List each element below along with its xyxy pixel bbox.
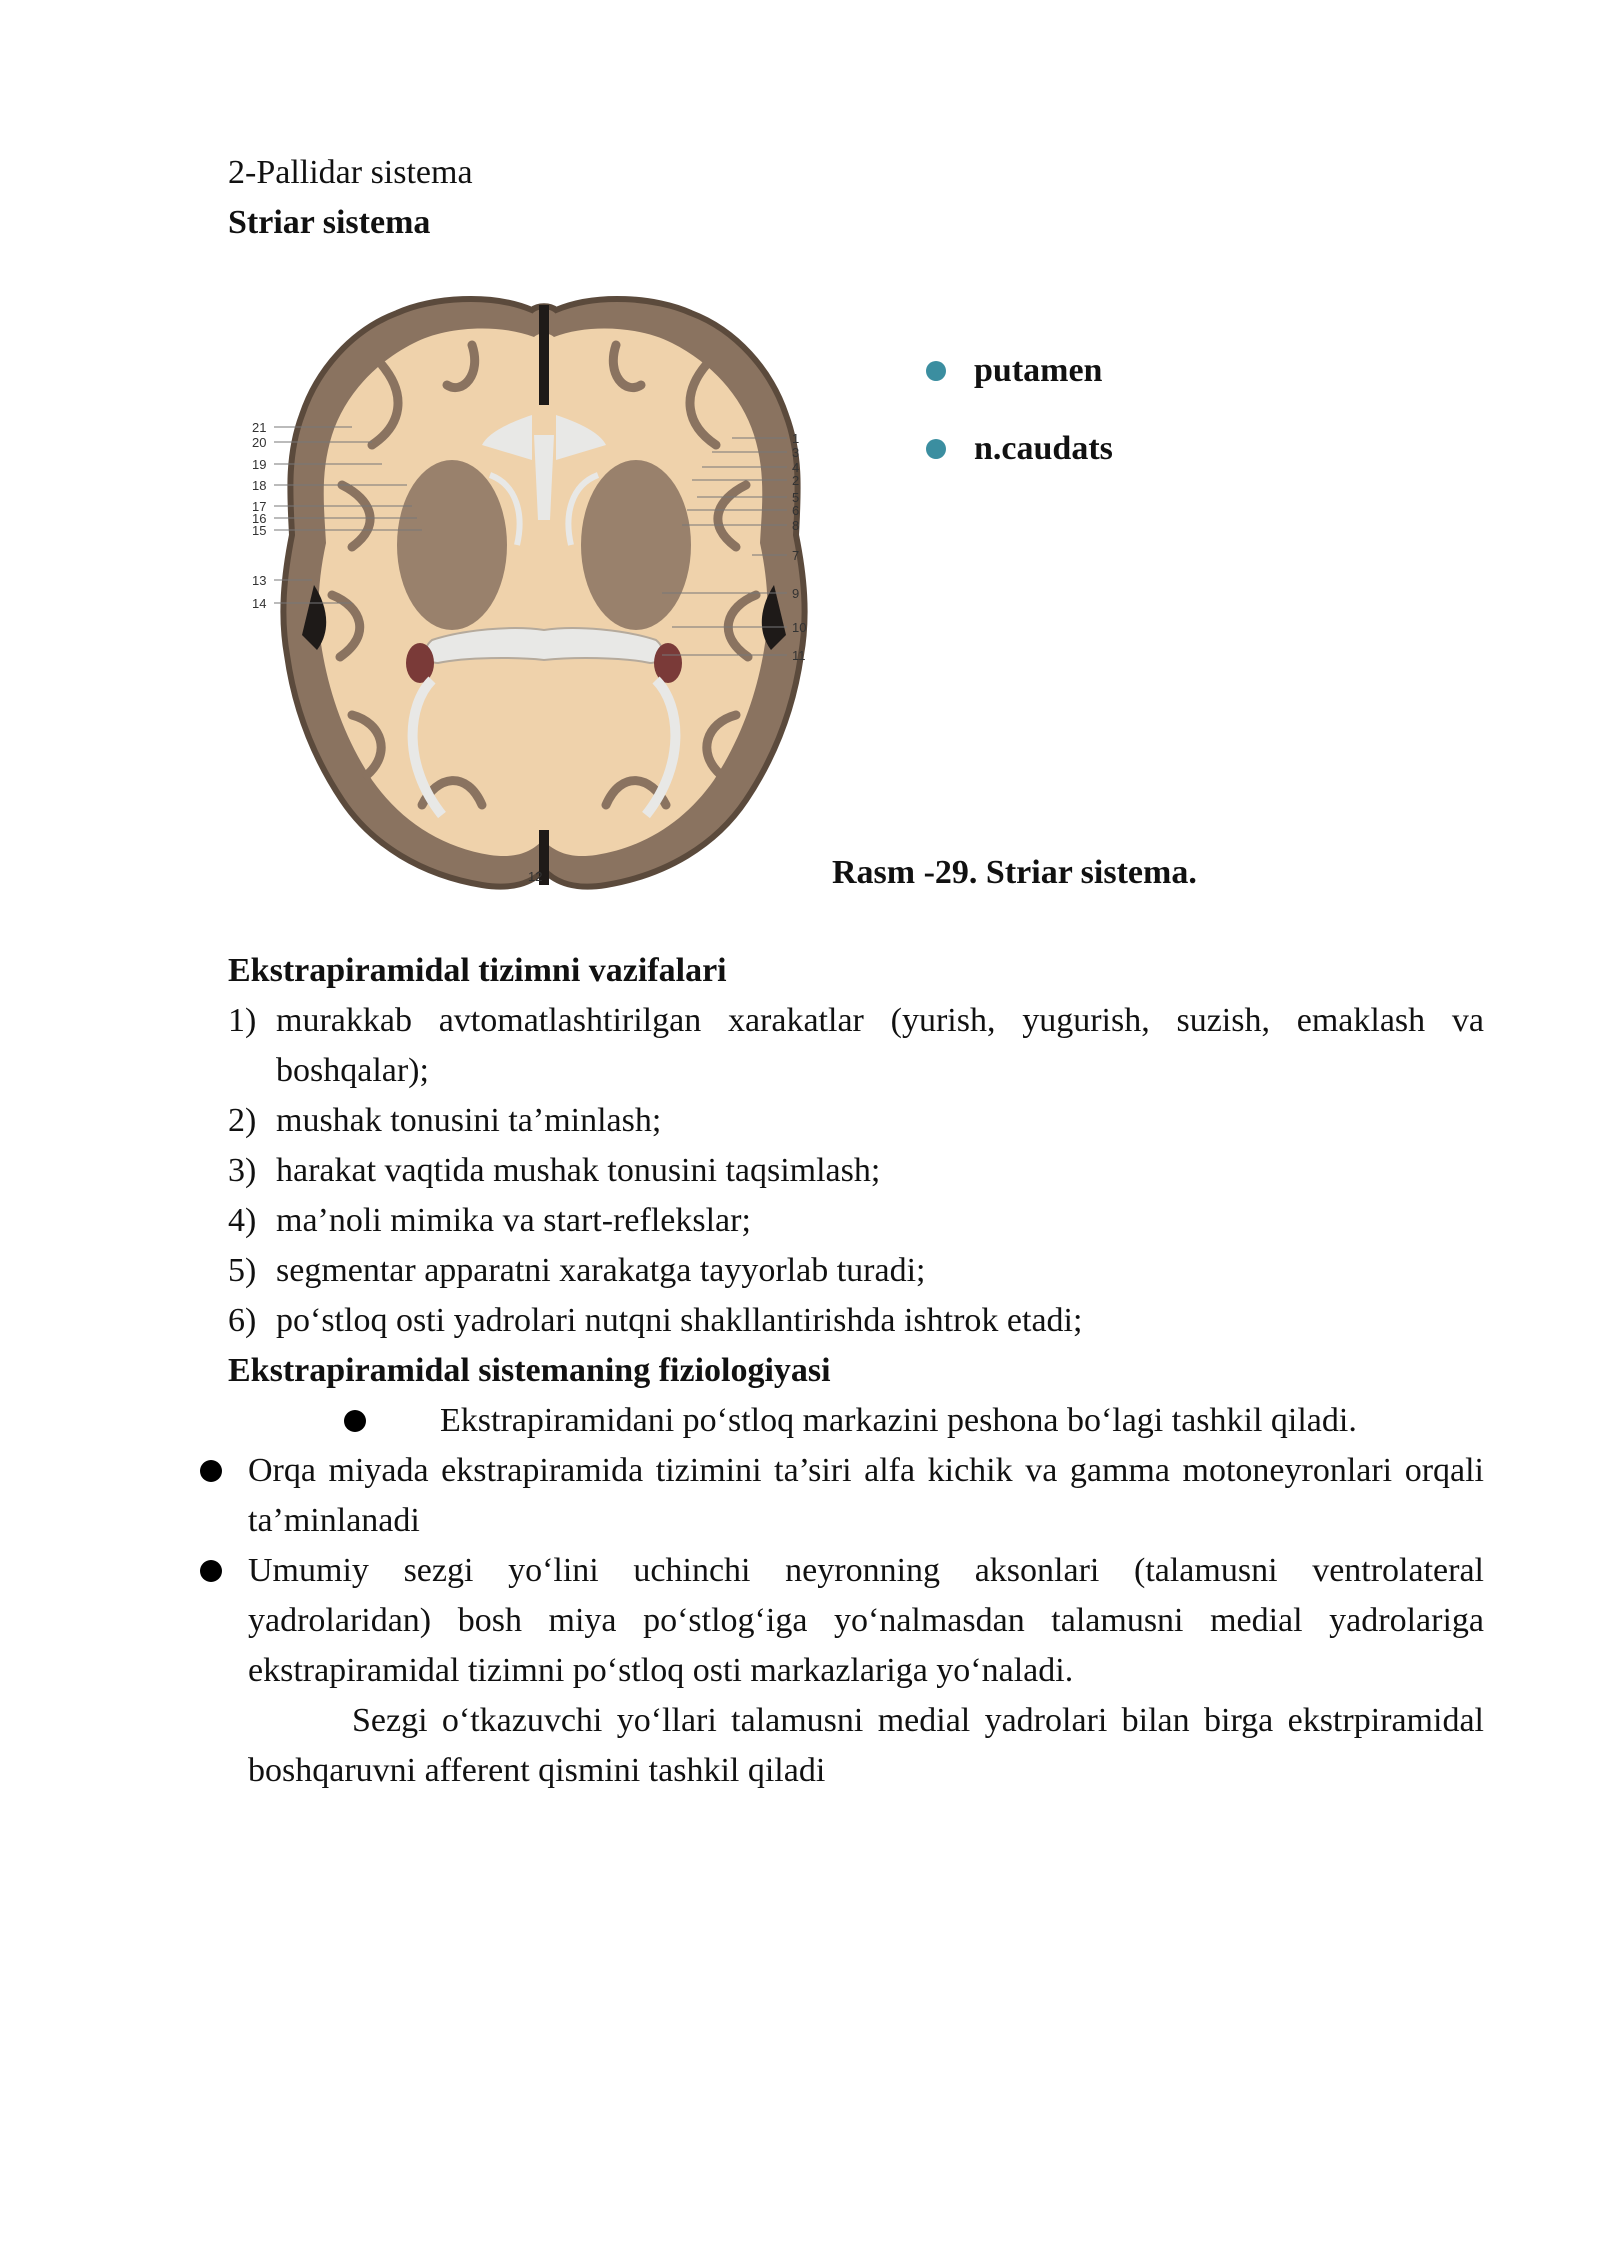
body-paragraph: Sezgi o‘tkazuvchi yo‘llari talamusni medial yadrolari bilan birga ekstrpiramidal boshqaruvni afferent qismini tashkil qiladi — [248, 1702, 1484, 1789]
bullet-icon — [200, 1460, 222, 1482]
list-text: murakkab avtomatlashtirilgan xarakatlar (yurish, yugurish, suzish, emaklash va boshqalar); — [276, 1002, 1484, 1089]
bullet-text: Orqa miyada ekstrapiramida tizimini ta’siri alfa kichik va gamma motoneyronlari orqali ta’minlanadi — [248, 1452, 1484, 1539]
list-number: 3) — [228, 1152, 257, 1189]
figure-label: 2 — [792, 473, 800, 488]
list-item — [228, 1296, 1484, 1346]
section-title-physiology: Ekstrapiramidal sistemaning fiziologiyasi — [228, 1352, 831, 1389]
functions-list — [228, 996, 1484, 1346]
bullet-text: Umumiy sezgi yo‘lini uchinchi neyronning aksonlari (talamusni ventrolateral yadrolaridan) bosh miya po‘stlog‘iga yo‘nalmasdan talamusni medial yadrolariga ekstrapiramidal tizimni po‘stloq osti markazlariga yo‘naladi. — [248, 1552, 1484, 1689]
brain-section-figure — [232, 285, 862, 895]
bullet-item — [200, 1446, 1484, 1546]
figure-label: 19 — [252, 457, 267, 472]
bullet-item — [200, 1546, 1484, 1696]
legend-bullet-icon — [926, 361, 946, 381]
figure-label: 8 — [792, 518, 800, 533]
figure-label: 4 — [792, 460, 800, 475]
legend-label: n.caudats — [974, 430, 1113, 467]
list-item — [228, 996, 1484, 1096]
figure-label: 7 — [792, 548, 800, 563]
figure-label: 20 — [252, 435, 267, 450]
figure-legend — [926, 332, 1113, 488]
figure-label: 12 — [528, 869, 543, 884]
figure-label: 13 — [252, 573, 267, 588]
figure-label: 10 — [792, 620, 807, 635]
figure-label: 15 — [252, 523, 267, 538]
list-text: mushak tonusini ta’minlash; — [276, 1102, 662, 1139]
list-text: ma’noli mimika va start-reflekslar; — [276, 1202, 751, 1239]
list-number: 2) — [228, 1102, 257, 1139]
figure-label: 6 — [792, 503, 800, 518]
list-item — [228, 1146, 1484, 1196]
list-number: 1) — [228, 1002, 257, 1039]
figure-label: 11 — [792, 648, 806, 663]
legend-item — [926, 410, 1113, 488]
legend-bullet-icon — [926, 439, 946, 459]
figure-label: 3 — [792, 445, 800, 460]
heading-pallidar: 2-Pallidar sistema — [228, 154, 473, 191]
bullet-text: Ekstrapiramidani po‘stloq markazini peshona bo‘lagi tashkil qiladi. — [440, 1402, 1357, 1439]
section-title-functions: Ekstrapiramidal tizimni vazifalari — [228, 952, 727, 989]
figure-label: 17 — [252, 499, 267, 514]
figure-label: 21 — [252, 420, 267, 435]
bullet-icon — [344, 1410, 366, 1432]
figure-caption: Rasm -29. Striar sistema. — [832, 854, 1197, 891]
figure-label: 5 — [792, 490, 800, 505]
list-item — [228, 1096, 1484, 1146]
list-number: 6) — [228, 1302, 257, 1339]
figure-label: 14 — [252, 596, 267, 611]
list-item — [228, 1246, 1484, 1296]
legend-label: putamen — [974, 352, 1103, 389]
figure-label: 9 — [792, 586, 800, 601]
figure-label: 16 — [252, 511, 267, 526]
list-text: po‘stloq osti yadrolari nutqni shakllantirishda ishtrok etadi; — [276, 1302, 1083, 1339]
list-text: harakat vaqtida mushak tonusini taqsimlash; — [276, 1152, 881, 1189]
figure-label: 18 — [252, 478, 267, 493]
figure-label: 1 — [792, 431, 800, 446]
list-number: 4) — [228, 1202, 257, 1239]
bullet-icon — [200, 1560, 222, 1582]
legend-item — [926, 332, 1113, 410]
list-item — [228, 1196, 1484, 1246]
list-number: 5) — [228, 1252, 257, 1289]
list-text: segmentar apparatni xarakatga tayyorlab turadi; — [276, 1252, 926, 1289]
bullet-item-indented — [344, 1396, 1357, 1446]
heading-striar: Striar sistema — [228, 204, 431, 241]
bullet-list — [200, 1446, 1484, 1696]
